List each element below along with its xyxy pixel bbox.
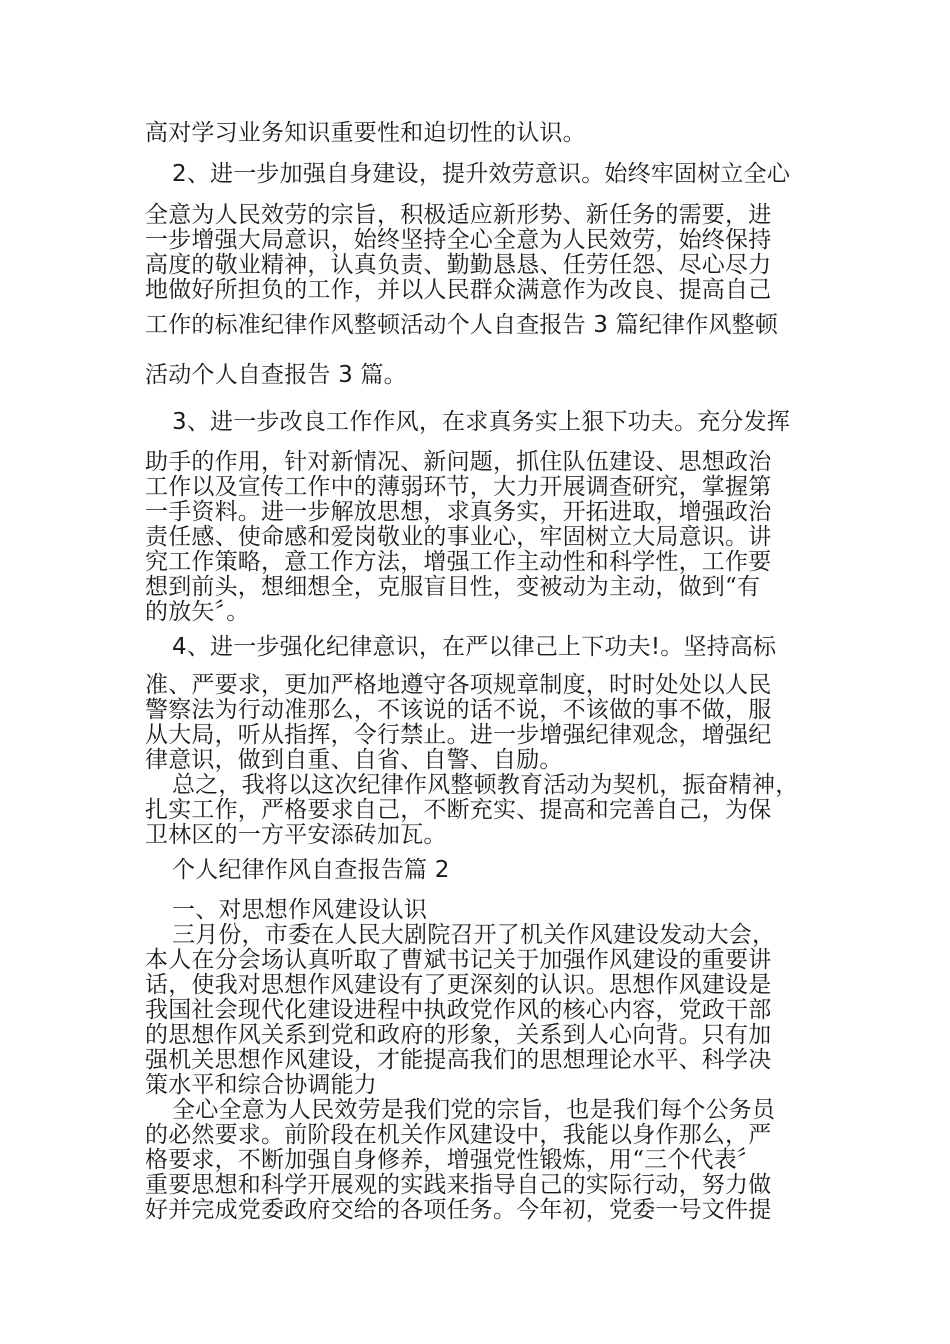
text-line: 扎实工作，严格要求自己，不断充实、提高和完善自己，为保 [145,797,772,823]
text-line: 地做好所担负的工作，并以人民群众满意作为改良、提高自己 [145,277,772,303]
text-line: 高对学习业务知识重要性和迫切性的认识。 [145,120,586,146]
section-heading: 个人纪律作风自查报告篇 2 [172,857,450,883]
text-line: 工作以及宣传工作中的薄弱环节，大力开展调查研究，掌握第 [145,474,772,500]
text-line: 策水平和综合协调能力 [145,1072,377,1098]
text-line: 卫林区的一方平安添砖加瓦。 [145,822,447,848]
paragraph-start-line: 3、进一步改良工作作风，在求真务实上狠下功夫。充分发挥 [172,409,791,435]
text-line: 准、严要求，更加严格地遵守各项规章制度，时时处处以人民 [145,672,772,698]
text-line: 一手资料。进一步解放思想，求真务实，开拓进取，增强政治 [145,499,772,525]
text-line: 话，使我对思想作风建设有了更深刻的认识。思想作风建设是 [145,972,772,998]
text-line: 工作的标准纪律作风整顿活动个人自查报告 3 篇纪律作风整顿 [145,312,779,338]
text-line: 警察法为行动准那么，不该说的话不说，不该做的事不做，服 [145,697,772,723]
paragraph-start-line: 2、进一步加强自身建设，提升效劳意识。始终牢固树立全心 [172,161,791,187]
text-line: 助手的作用，针对新情况、新问题，抓住队伍建设、思想政治 [145,449,772,475]
text-line: 高度的敬业精神，认真负责、勤勤恳恳、任劳任怨、尽心尽力 [145,252,772,278]
text-line: 从大局，听从指挥，令行禁止。进一步增强纪律观念，增强纪 [145,722,772,748]
text-line: 想到前头，想细想全，克服盲目性，变被动为主动，做到“有 [145,574,761,600]
text-line: 好并完成党委政府交给的各项任务。今年初，党委一号文件提 [145,1197,772,1223]
subsection-heading: 一、对思想作风建设认识 [172,897,428,923]
text-line: 的必然要求。前阶段在机关作风建设中，我能以身作那么，严 [145,1122,772,1148]
text-line: 活动个人自查报告 3 篇。 [145,362,407,388]
text-line: 本人在分会场认真听取了曹斌书记关于加强作风建设的重要讲 [145,947,772,973]
paragraph-start-line: 4、进一步强化纪律意识，在严以律己上下功夫!。坚持高标 [172,634,777,660]
text-line: 全意为人民效劳的宗旨，积极适应新形势、新任务的需要，进 [145,202,772,228]
text-line: 强机关思想作风建设，才能提高我们的思想理论水平、科学决 [145,1047,772,1073]
text-line: 究工作策略，意工作方法，增强工作主动性和科学性，工作要 [145,549,772,575]
text-line: 律意识，做到自重、自省、自警、自励。 [145,747,563,773]
text-line: 的思想作风关系到党和政府的形象，关系到人心向背。只有加 [145,1022,772,1048]
paragraph-start-line: 总之，我将以这次纪律作风整顿教育活动为契机，振奋精神， [172,772,799,798]
paragraph-start-line: 全心全意为人民效劳是我们党的宗旨，也是我们每个公务员 [172,1097,776,1123]
text-line: 的放矢〞。 [145,599,250,625]
text-line: 我国社会现代化建设进程中执政党作风的核心内容，党政干部 [145,997,772,1023]
text-line: 格要求，不断加强自身修养，增强党性锻炼，用“三个代表〞 [145,1147,761,1173]
text-line: 一步增强大局意识，始终坚持全心全意为人民效劳，始终保持 [145,227,772,253]
text-line: 重要思想和科学开展观的实践来指导自己的实际行动，努力做 [145,1172,772,1198]
paragraph-start-line: 三月份，市委在人民大剧院召开了机关作风建设发动大会， [172,922,776,948]
text-line: 责任感、使命感和爱岗敬业的事业心，牢固树立大局意识。讲 [145,524,772,550]
